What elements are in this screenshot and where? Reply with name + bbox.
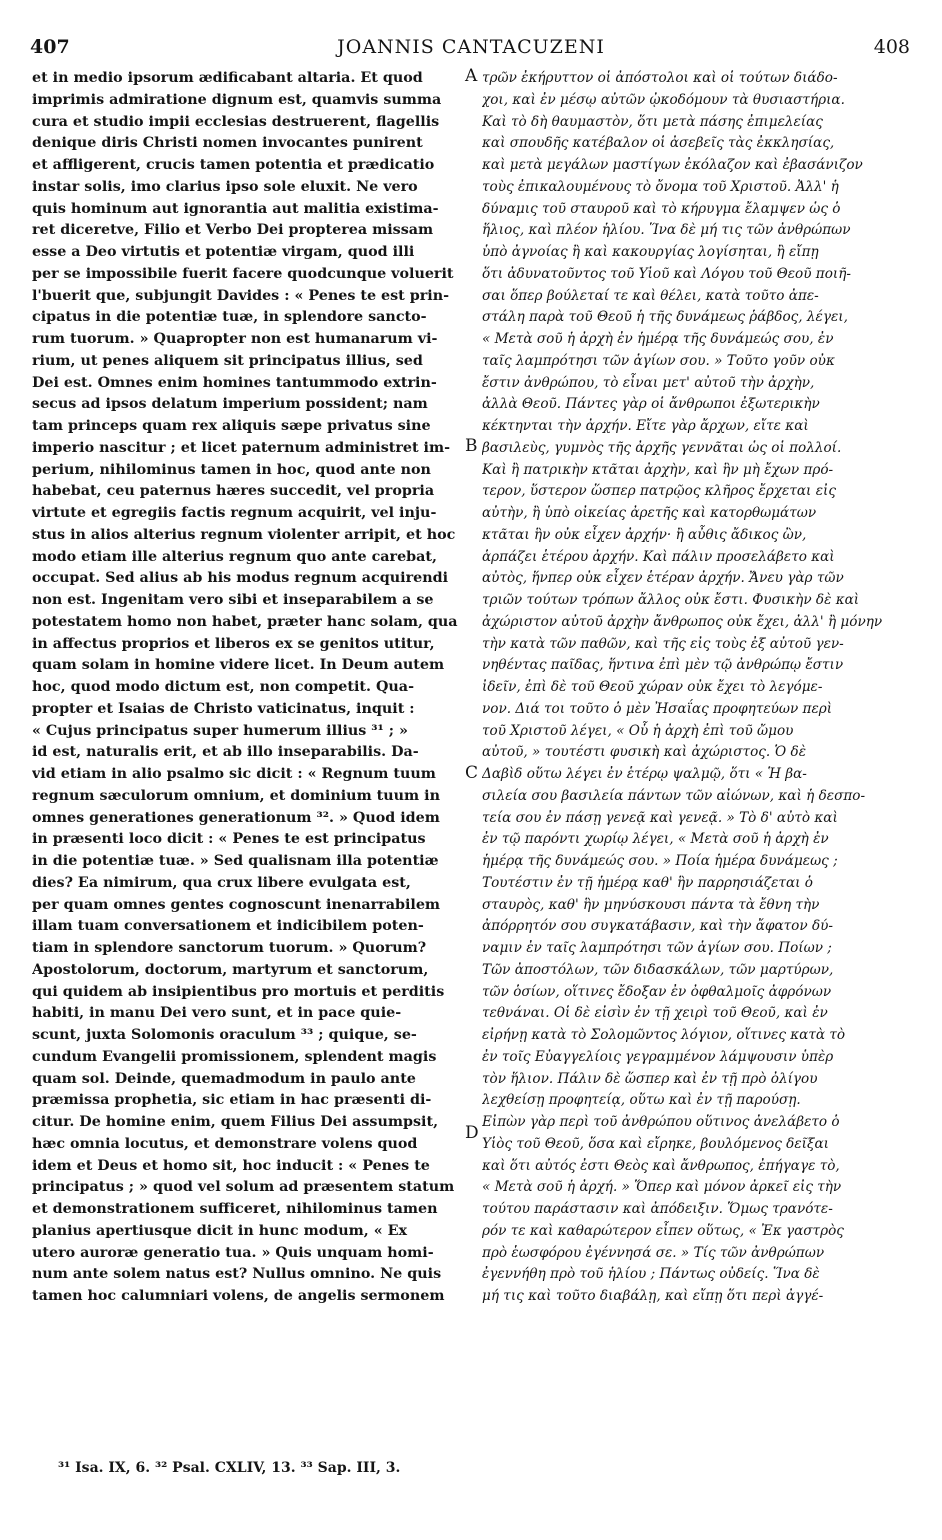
greek-text-line: σταυρὸς, καθ' ἣν μηνύσκουσι πάντα τὰ ἔθνη τὴν xyxy=(482,896,820,913)
greek-text-line: « Μετὰ σοῦ ἡ ἀρχή. » Ὅπερ καὶ μόνον ἀρκεῖ εἰς τὴν xyxy=(482,1179,842,1196)
latin-text-line: rum tuorum. » Quapropter non est humanarum vi- xyxy=(32,331,438,347)
page-number-right: 408 xyxy=(873,36,910,58)
greek-text-line: « Μετὰ σοῦ ἡ ἀρχὴ ἐν ἡμέρᾳ τῆς δυνάμεώς σου, ἐν xyxy=(482,331,834,347)
latin-text-line: dies? Ea nimirum, qua crux libere evulgata est, xyxy=(32,874,411,891)
latin-text-line: propter et Isaias de Christo vaticinatus, inquit : xyxy=(32,700,415,717)
greek-text-line: ναμιν ἐν ταῖς λαμπρότησι τῶν ἁγίων σου. Ποίων ; xyxy=(482,940,832,956)
greek-text-line: σιλεία σου βασιλεία πάντων τῶν αἰώνων, καὶ ἡ δεσπο- xyxy=(482,787,866,804)
latin-text-line: virtute et egregiis factis regnum acquirit, vel inju- xyxy=(32,505,437,521)
greek-text-line: πρὸ ἑωσφόρου ἐγέννησά σε. » Τίς τῶν ἀνθρώπων xyxy=(482,1244,825,1261)
latin-text-line: in die potentiæ tuæ. » Sed qualisnam illa potentiæ xyxy=(32,853,439,869)
latin-text-line: utero auroræ generatio tua. » Quis unquam homi- xyxy=(32,1244,434,1261)
latin-text-line: tam princeps quam rex aliquis sæpe privatus sine xyxy=(32,418,431,434)
greek-text-line: νον. Διά τοι τοῦτο ὁ μὲν Ἠσαΐας προφητεύων περὶ xyxy=(482,700,833,717)
latin-text-line: hoc, quod modo dictum est, non competit. Qua- xyxy=(32,679,415,695)
greek-text-line: ταῖς λαμπρότησι τῶν ἁγίων σου. » Τοῦτο γοῦν οὐκ xyxy=(482,352,835,369)
latin-text-line: cura et studio impii ecclesias destruerent, flagellis xyxy=(32,113,440,130)
section-marker-a: A xyxy=(465,66,478,86)
latin-text-line: id est, naturalis erit, et ab illo inseparabilis. Da- xyxy=(32,744,419,761)
latin-text-line: cipatus in die potentiæ tuæ, in splendore sancto- xyxy=(32,309,427,326)
latin-text-line: citur. De homine enim, quem Filius Dei assumpsit, xyxy=(32,1114,439,1130)
greek-text-line: ἀλλὰ Θεοῦ. Πάντες γὰρ οἱ ἄνθρωποι ἐξωτερικὴν xyxy=(482,396,820,413)
latin-text-line: per quam omnes gentes cognoscunt inenarrabilem xyxy=(32,896,441,913)
greek-text-line: ἰδεῖν, ἐπὶ δὲ τοῦ Θεοῦ χώραν οὐκ ἔχει τὸ λεγόμε- xyxy=(482,679,823,695)
greek-text-line: λεχθείσῃ προφητείᾳ, οὕτω καὶ ἐν τῇ παρούσῃ. xyxy=(482,1092,801,1109)
section-marker-d: D xyxy=(465,1123,479,1143)
latin-text-line: stus in alios alterius regnum violenter arripit, et hoc xyxy=(32,526,456,543)
greek-text-line: Καὶ ἢ πατρικὴν κτᾶται ἀρχὴν, καὶ ἣν μὴ ἔχων πρό- xyxy=(482,461,834,478)
greek-text-line: αὐτὴν, ἢ ὑπὸ οἰκείας ἀρετῆς καὶ κατορθωμάτων xyxy=(482,505,817,521)
greek-text-line: δύναμις τοῦ σταυροῦ καὶ τὸ κήρυγμα ἔλαμψεν ὡς ὁ xyxy=(482,200,841,217)
latin-text-line: præmissa prophetia, sic etiam in hac præsenti di- xyxy=(32,1092,432,1109)
greek-text-line: τὸν ἥλιον. Πάλιν δὲ ὥσπερ καὶ ἐν τῇ πρὸ ὀλίγου xyxy=(482,1070,818,1087)
greek-text-line: Υἱὸς τοῦ Θεοῦ, ὅσα καὶ εἴρηκε, βουλόμενος δεῖξαι xyxy=(482,1135,829,1152)
greek-text-line: τριῶν τούτων τρόπων ἄλλος οὐκ ἔστι. Φυσικὴν δὲ καὶ xyxy=(482,592,860,608)
latin-text-line: et in medio ipsorum ædificabant altaria. Et quod xyxy=(32,70,423,86)
latin-column xyxy=(32,68,460,1308)
latin-text-line: non est. Ingenitam vero sibi et inseparabilem a se xyxy=(32,592,434,608)
greek-text-line: Εἰπὼν γὰρ περὶ τοῦ ἀνθρώπου οὕτινος ἀνελάβετο ὁ xyxy=(482,1114,840,1130)
greek-text-line: αὐτοῦ, » τουτέστι φυσικὴ καὶ ἀχώριστος. Ὁ δὲ xyxy=(482,744,806,761)
latin-text-line: esse a Deo virtutis et potentiæ virgam, quod illi xyxy=(32,244,415,260)
greek-text-line: τεία σου ἐν πάσῃ γενεᾷ καὶ γενεᾷ. » Τὸ δ' αὐτὸ καὶ xyxy=(482,809,838,826)
latin-text-line: num ante solem natus est? Nullus omnino. Ne quis xyxy=(32,1266,442,1283)
section-marker-b: B xyxy=(465,436,478,456)
greek-text-line: ἀχώριστον αὐτοῦ ἀρχὴν ἄνθρωπος οὐκ ἔχει, ἀλλ' ἢ μόνην xyxy=(482,613,883,630)
greek-text-line: βασιλεὺς, γυμνὸς τῆς ἀρχῆς γεννᾶται ὡς οἱ πολλοί. xyxy=(482,439,842,456)
latin-text-line: omnes generationes generationum ³². » Quod idem xyxy=(32,809,440,826)
greek-text-line: Δαβὶδ οὕτω λέγει ἐν ἑτέρῳ ψαλμῷ, ὅτι « Ἡ βα- xyxy=(482,766,807,782)
latin-text-line: cundum Evangelii promissionem, splendent magis xyxy=(32,1048,437,1065)
latin-text-line: denique diris Christi nomen invocantes punirent xyxy=(32,135,423,152)
running-title: JOANNIS CANTACUZENI xyxy=(337,36,605,58)
latin-text-line: imperio nascitur ; et licet paternum administret im- xyxy=(32,439,451,456)
latin-text-line: rium, ut penes aliquem sit principatus illius, sed xyxy=(32,352,423,369)
greek-column xyxy=(482,68,910,1308)
greek-text-line: νηθέντας παῖδας, ἥντινα ἐπὶ μὲν τῷ ἀνθρώπῳ ἔστιν xyxy=(482,657,844,674)
greek-text-line: καὶ ὅτι αὐτός ἐστι Θεὸς καὶ ἄνθρωπος, ἐπήγαγε τὸ, xyxy=(482,1157,840,1174)
greek-text-line: ρόν τε καὶ καθαρώτερον εἶπεν οὕτως, « Ἐκ γαστρὸς xyxy=(482,1222,844,1239)
greek-text-line: τὴν κατὰ τῶν παθῶν, καὶ τῆς εἰς τοὺς ἐξ αὐτοῦ γεν- xyxy=(482,635,844,652)
greek-text-line: εἰρήνῃ κατὰ τὸ Σολομῶντος λόγιον, οἵτινες κατὰ τὸ xyxy=(482,1027,846,1043)
latin-text-line: quam sol. Deinde, quemadmodum in paulo ante xyxy=(32,1070,416,1087)
latin-text-line: quam solam in homine videre licet. In Deum autem xyxy=(32,657,445,674)
greek-text-line: ἐν τῷ παρόντι χωρίῳ λέγει, « Μετὰ σοῦ ἡ ἀρχὴ ἐν xyxy=(482,831,829,848)
greek-text-line: αὐτὸς, ἥνπερ οὐκ εἶχεν ἑτέραν ἀρχήν. Ἄνευ γὰρ τῶν xyxy=(482,570,844,587)
latin-text-line: secus ad ipsos delatum imperium possident; nam xyxy=(32,396,428,413)
latin-text-line: tamen hoc calumniari volens, de angelis sermonem xyxy=(32,1288,445,1304)
latin-text-line: vid etiam in alio psalmo sic dicit : « Regnum tuum xyxy=(32,766,436,782)
greek-text-line: τοὺς ἐπικαλουμένους τὸ ὄνομα τοῦ Χριστοῦ. Ἀλλ' ἡ xyxy=(482,178,839,195)
latin-text-line: Apostolorum, doctorum, martyrum et sanctorum, xyxy=(32,961,429,978)
latin-text-line: habiti, in manu Dei vero sunt, et in pace quie- xyxy=(32,1005,402,1022)
latin-text-line: Dei est. Omnes enim homines tantummodo extrin- xyxy=(32,374,437,391)
greek-text-line: χοι, καὶ ἐν μέσῳ αὐτῶν ᾠκοδόμουν τὰ θυσιαστήρια. xyxy=(482,91,845,108)
latin-text-line: planius apertiusque dicit in hunc modum, « Ex xyxy=(32,1222,408,1239)
greek-text-line: ἡμέρᾳ τῆς δυνάμεώς σου. » Ποία ἡμέρα δυνάμεως ; xyxy=(482,853,838,869)
latin-text-line: in præsenti loco dicit : « Penes te est principatus xyxy=(32,831,426,848)
latin-text-line: in affectus proprios et liberos ex se genitos utitur, xyxy=(32,635,435,652)
latin-text-line: ret diceretve, Filio et Verbo Dei propterea missam xyxy=(32,222,434,239)
greek-text-line: τεθνάναι. Οἱ δὲ εἰσὶν ἐν τῇ χειρὶ τοῦ Θεοῦ, καὶ ἐν xyxy=(482,1005,828,1022)
greek-text-line: μή τις καὶ τοῦτο διαβάλῃ, καὶ εἴπῃ ὅτι περὶ ἀγγέ- xyxy=(482,1288,824,1304)
greek-text-line: Καὶ τὸ δὴ θαυμαστὸν, ὅτι μετὰ πάσης ἐπιμελείας xyxy=(482,113,823,130)
greek-text-line: ὅτι ἀδυνατοῦντος τοῦ Υἱοῦ καὶ Λόγου τοῦ Θεοῦ ποιῆ- xyxy=(482,265,851,282)
greek-text-line: τούτου παράστασιν καὶ ἀπόδειξιν. Ὅμως τρανότε- xyxy=(482,1201,833,1217)
greek-text-line: τῶν ὁσίων, οἵτινες ἔδοξαν ἐν ὀφθαλμοῖς ἀφρόνων xyxy=(482,983,832,1000)
latin-text-line: perium, nihilominus tamen in hoc, quod ante non xyxy=(32,461,431,478)
greek-text-line: ἁρπάζει ἑτέρου ἀρχήν. Καὶ πάλιν προσελάβετο καὶ xyxy=(482,548,835,565)
greek-text-line: ἔστιν ἀνθρώπου, τὸ εἶναι μετ' αὐτοῦ τὴν ἀρχὴν, xyxy=(482,374,815,391)
latin-text-line: tiam in splendore sanctorum tuorum. » Quorum? xyxy=(32,940,427,956)
latin-text-line: qui quidem ab insipientibus pro mortuis et perditis xyxy=(32,983,445,1000)
latin-text-line: imprimis admiratione dignum est, quamvis summa xyxy=(32,91,442,108)
latin-text-line: instar solis, imo clarius ipso sole eluxit. Ne vero xyxy=(32,178,418,195)
greek-text-line: Τῶν ἀποστόλων, τῶν διδασκάλων, τῶν μαρτύρων, xyxy=(482,961,834,978)
latin-text-line: modo etiam ille alterius regnum quo ante carebat, xyxy=(32,548,438,565)
latin-text-line: l'buerit que, subjungit Davides : « Penes te est prin- xyxy=(32,287,450,304)
latin-text-line: quis hominum aut ignorantia aut malitia existima- xyxy=(32,200,439,217)
latin-text-line: et affligerent, crucis tamen potentia et prædicatio xyxy=(32,157,435,173)
greek-text-line: Τουτέστιν ἐν τῇ ἡμέρᾳ καθ' ἣν παρρησιάζεται ὁ xyxy=(482,874,813,891)
latin-text-line: principatus ; » quod vel solum ad præsentem statum xyxy=(32,1179,455,1196)
latin-text-line: habebat, ceu paternus hæres succedit, vel propria xyxy=(32,483,435,500)
greek-text-line: τοῦ Χριστοῦ λέγει, « Οὗ ἡ ἀρχὴ ἐπὶ τοῦ ὤμου xyxy=(482,722,794,739)
greek-text-line: ἥλιος, καὶ πλέον ἡλίου. Ἵνα δὲ μή τις τῶν ἀνθρώπων xyxy=(482,222,851,239)
greek-text-line: κτᾶται ἣν οὐκ εἶχεν ἀρχήν· ἢ αὖθις ἄδικος ὢν, xyxy=(482,526,807,543)
greek-text-line: ἀπόρρητόν σου συγκατάβασιν, καὶ τὴν ἄφατον δύ- xyxy=(482,918,833,935)
latin-text-line: per se impossibile fuerit facere quodcunque voluerit xyxy=(32,265,454,282)
greek-text-line: τρῶν ἐκήρυττον οἱ ἀπόστολοι καὶ οἱ τούτων διάδο- xyxy=(482,70,838,86)
greek-text-line: καὶ σπουδῆς κατέβαλον οἱ ἀσεβεῖς τὰς ἐκκλησίας, xyxy=(482,135,835,152)
greek-text-line: ἐν τοῖς Εὐαγγελίοις γεγραμμένον λάμψουσιν ὑπὲρ xyxy=(482,1048,834,1065)
latin-text-line: idem et Deus et homo sit, hoc inducit : « Penes te xyxy=(32,1157,430,1174)
latin-text-line: occupat. Sed alius ab his modus regnum acquirendi xyxy=(32,570,449,587)
running-header xyxy=(0,30,942,58)
greek-text-line: καὶ μετὰ μεγάλων μαστίγων ἐκόλαζον καὶ ἐβασάνιζον xyxy=(482,157,863,173)
latin-text-line: et demonstrationem sufficeret, nihilominus tamen xyxy=(32,1201,438,1217)
page-number-left: 407 xyxy=(30,36,70,58)
latin-text-line: illam tuam conversationem et indicibilem poten- xyxy=(32,918,424,935)
greek-text-line: σαι ὅπερ βούλεταί τε καὶ θέλει, κατὰ τοῦτο ἀπε- xyxy=(482,287,819,304)
latin-text-line: scunt, juxta Solomonis oraculum ³³ ; quique, se- xyxy=(32,1027,417,1043)
footnotes: ³¹ Isa. IX, 6. ³² Psal. CXLIV, 13. ³³ Sap. III, 3. xyxy=(58,1460,401,1476)
latin-text-line: regnum sæculorum omnium, et dominium tuum in xyxy=(32,787,440,804)
latin-text-line: « Cujus principatus super humerum illius ³¹ ; » xyxy=(32,722,408,739)
greek-text-line: τερον, ὕστερον ὥσπερ πατρῷος κλῆρος ἔρχεται εἰς xyxy=(482,483,836,500)
section-marker-c: C xyxy=(465,763,479,783)
greek-text-line: κέκτηνται τὴν ἀρχήν. Εἴτε γὰρ ἄρχων, εἴτε καὶ xyxy=(482,418,809,434)
greek-text-line: ὑπὸ ἀγνοίας ἢ καὶ κακουργίας λογίσηται, ἢ εἴπῃ xyxy=(482,244,819,260)
latin-text-line: hæc omnia locutus, et demonstrare volens quod xyxy=(32,1135,418,1152)
greek-text-line: ἐγεννήθη πρὸ τοῦ ἡλίου ; Πάντως οὐδείς. Ἵνα δὲ xyxy=(482,1266,820,1283)
latin-text-line: potestatem homo non habet, præter hanc solam, qua xyxy=(32,613,458,630)
greek-text-line: στάλη παρὰ τοῦ Θεοῦ ἡ τῆς δυνάμεως ῥάβδος, λέγει, xyxy=(482,309,848,326)
